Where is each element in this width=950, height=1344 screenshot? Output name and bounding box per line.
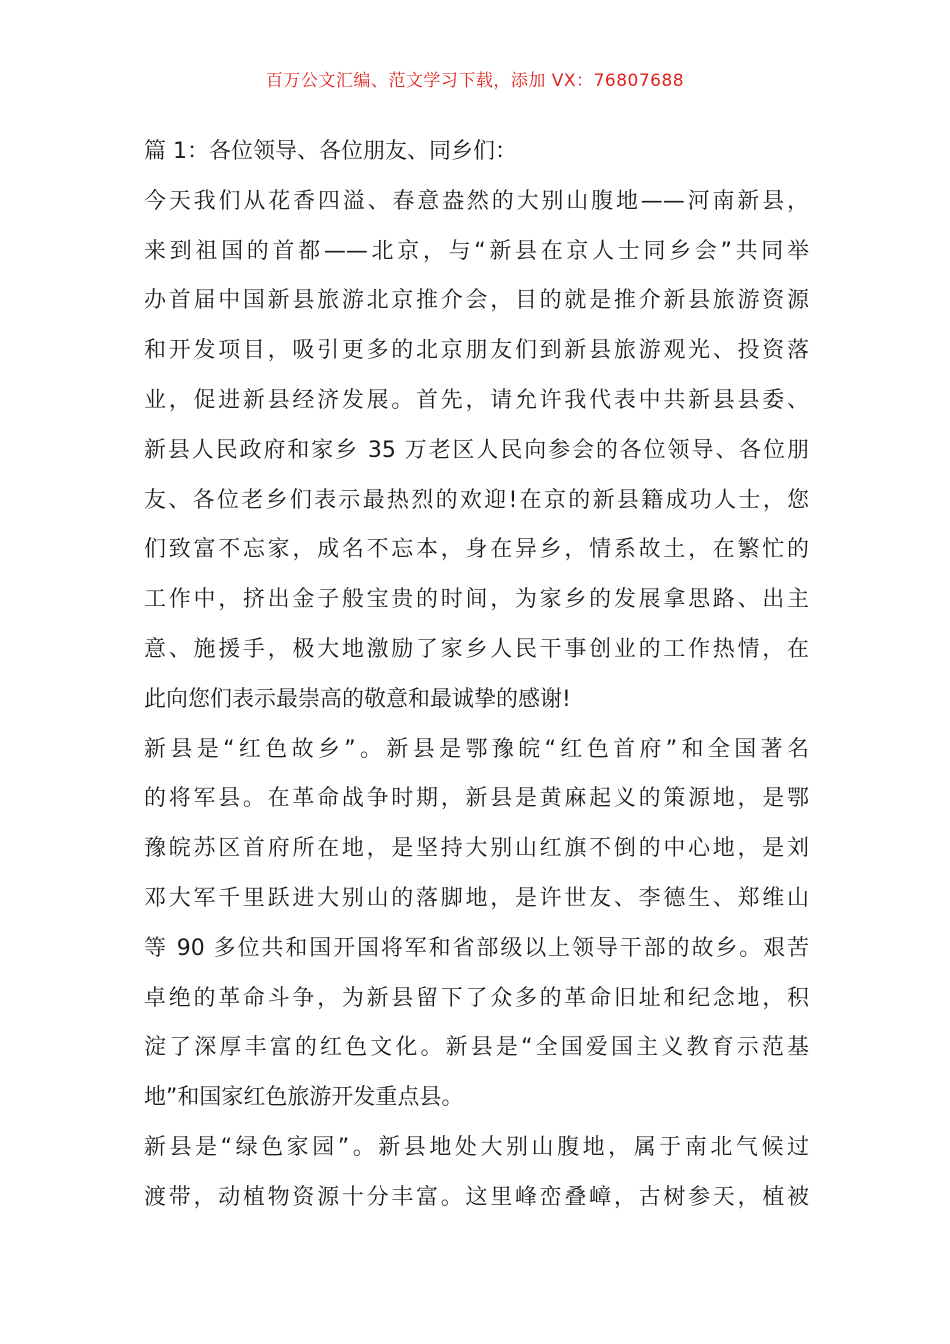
text-line: 意、施援手，极大地激励了家乡人民干事创业的工作热情，在 [144,636,809,662]
text-line: 渡带，动植物资源十分丰富。这里峰峦叠嶂，古树参天，植被 [144,1184,809,1210]
header-watermark-note: 百万公文汇编、范文学习下载，添加 VX：76807688 [265,71,685,91]
text-line: 来到祖国的首都——北京，与“新县在京人士同乡会”共同举 [144,238,809,264]
text-line: 新县人民政府和家乡 35 万老区人民向参会的各位领导、各位朋 [144,437,809,463]
text-line: 的将军县。在革命战争时期，新县是黄麻起义的策源地，是鄂 [144,786,809,812]
text-line: 此向您们表示最崇高的敬意和最诚挚的感谢! [144,686,571,712]
text-line: 篇 1：各位领导、各位朋友、同乡们： [144,139,517,164]
text-line: 新县是“红色故乡”。新县是鄂豫皖“红色首府”和全国著名 [144,736,809,762]
text-line: 友、各位老乡们表示最热烈的欢迎!在京的新县籍成功人士，您 [144,487,809,513]
text-line: 办首届中国新县旅游北京推介会，目的就是推介新县旅游资源 [144,288,809,314]
text-line: 工作中，挤出金子般宝贵的时间，为家乡的发展拿思路、出主 [144,587,809,613]
text-line: 业，促进新县经济发展。首先，请允许我代表中共新县县委、 [144,387,809,413]
text-line: 今天我们从花香四溢、春意盎然的大别山腹地——河南新县， [144,188,809,214]
text-line: 地”和国家红色旅游开发重点县。 [144,1085,464,1111]
text-line: 邓大军千里跃进大别山的落脚地，是许世友、李德生、郑维山 [144,885,809,911]
text-line: 淀了深厚丰富的红色文化。新县是“全国爱国主义教育示范基 [144,1035,809,1061]
text-line: 等 90 多位共和国开国将军和省部级以上领导干部的故乡。艰苦 [144,935,809,961]
text-line: 新县是“绿色家园”。新县地处大别山腹地，属于南北气候过 [144,1134,809,1160]
text-line: 们致富不忘家，成名不忘本，身在异乡，情系故土，在繁忙的 [144,537,809,563]
body-text [144,127,809,1223]
text-line: 卓绝的革命斗争，为新县留下了众多的革命旧址和纪念地，积 [144,985,809,1011]
text-line: 豫皖苏区首府所在地，是坚持大别山红旗不倒的中心地，是刘 [144,836,809,862]
text-line: 和开发项目，吸引更多的北京朋友们到新县旅游观光、投资落 [144,338,809,364]
